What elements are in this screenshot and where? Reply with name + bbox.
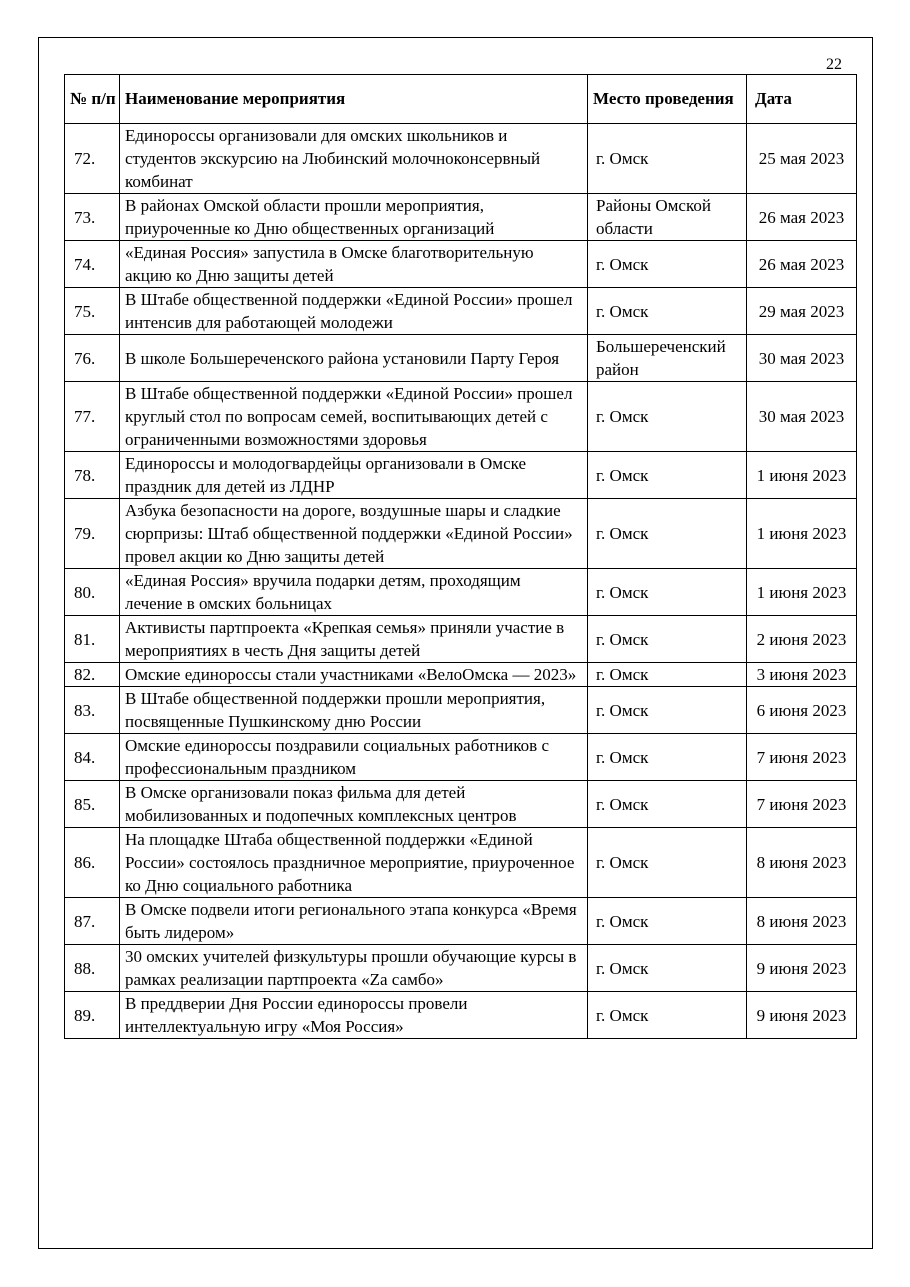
event-date: 8 июня 2023 bbox=[747, 828, 857, 898]
table-row bbox=[65, 335, 857, 382]
event-place: г. Омск bbox=[588, 992, 747, 1039]
event-date: 6 июня 2023 bbox=[747, 687, 857, 734]
event-date: 30 мая 2023 bbox=[747, 382, 857, 452]
event-name: В Омске подвели итоги регионального этапа конкурса «Время быть лидером» bbox=[120, 898, 588, 945]
event-name: Единороссы организовали для омских школьников и студентов экскурсию на Любинский молочноконсервный комбинат bbox=[120, 124, 588, 194]
event-date: 1 июня 2023 bbox=[747, 569, 857, 616]
table-row bbox=[65, 288, 857, 335]
event-date: 3 июня 2023 bbox=[747, 663, 857, 687]
table-row bbox=[65, 616, 857, 663]
table-row bbox=[65, 241, 857, 288]
event-date: 29 мая 2023 bbox=[747, 288, 857, 335]
event-place: г. Омск bbox=[588, 734, 747, 781]
row-number: 83. bbox=[65, 687, 120, 734]
row-number: 85. bbox=[65, 781, 120, 828]
event-place: г. Омск bbox=[588, 687, 747, 734]
event-date: 26 мая 2023 bbox=[747, 194, 857, 241]
header-name: Наименование мероприятия bbox=[120, 75, 588, 124]
events-table bbox=[64, 74, 857, 1039]
header-place: Место проведения bbox=[588, 75, 747, 124]
event-place: г. Омск bbox=[588, 898, 747, 945]
table-row bbox=[65, 992, 857, 1039]
event-place: г. Омск bbox=[588, 781, 747, 828]
row-number: 78. bbox=[65, 452, 120, 499]
table-row bbox=[65, 194, 857, 241]
event-place: г. Омск bbox=[588, 452, 747, 499]
event-name: Активисты партпроекта «Крепкая семья» приняли участие в мероприятиях в честь Дня защиты детей bbox=[120, 616, 588, 663]
event-place: г. Омск bbox=[588, 569, 747, 616]
event-name: 30 омских учителей физкультуры прошли обучающие курсы в рамках реализации партпроекта «Zа самбо» bbox=[120, 945, 588, 992]
event-name: В школе Большереченского района установили Парту Героя bbox=[120, 335, 588, 382]
table-row bbox=[65, 898, 857, 945]
event-place: г. Омск bbox=[588, 945, 747, 992]
row-number: 86. bbox=[65, 828, 120, 898]
header-date: Дата bbox=[747, 75, 857, 124]
event-name: В Штабе общественной поддержки «Единой России» прошел интенсив для работающей молодежи bbox=[120, 288, 588, 335]
event-name: Омские единороссы стали участниками «ВелоОмска — 2023» bbox=[120, 663, 588, 687]
event-date: 7 июня 2023 bbox=[747, 781, 857, 828]
table-row bbox=[65, 734, 857, 781]
header-num: № п/п bbox=[65, 75, 120, 124]
event-place: Большереченский район bbox=[588, 335, 747, 382]
row-number: 82. bbox=[65, 663, 120, 687]
event-date: 9 июня 2023 bbox=[747, 992, 857, 1039]
table-row bbox=[65, 499, 857, 569]
table-row bbox=[65, 663, 857, 687]
event-place: г. Омск bbox=[588, 663, 747, 687]
event-date: 25 мая 2023 bbox=[747, 124, 857, 194]
event-name: В районах Омской области прошли мероприятия, приуроченные ко Дню общественных организаций bbox=[120, 194, 588, 241]
page-number: 22 bbox=[826, 56, 842, 73]
table-row bbox=[65, 781, 857, 828]
table-row bbox=[65, 452, 857, 499]
event-name: В Штабе общественной поддержки прошли мероприятия, посвященные Пушкинскому дню России bbox=[120, 687, 588, 734]
event-name: Единороссы и молодогвардейцы организовали в Омске праздник для детей из ЛДНР bbox=[120, 452, 588, 499]
row-number: 72. bbox=[65, 124, 120, 194]
event-name: Омские единороссы поздравили социальных работников с профессиональным праздником bbox=[120, 734, 588, 781]
event-date: 7 июня 2023 bbox=[747, 734, 857, 781]
event-date: 2 июня 2023 bbox=[747, 616, 857, 663]
event-place: г. Омск bbox=[588, 828, 747, 898]
row-number: 80. bbox=[65, 569, 120, 616]
table-row bbox=[65, 124, 857, 194]
event-date: 9 июня 2023 bbox=[747, 945, 857, 992]
event-name: В Штабе общественной поддержки «Единой России» прошел круглый стол по вопросам семей, воспитывающих детей с ограниченными возможностями здоровья bbox=[120, 382, 588, 452]
event-name: На площадке Штаба общественной поддержки «Единой России» состоялось праздничное мероприятие, приуроченное ко Дню социального работника bbox=[120, 828, 588, 898]
event-date: 1 июня 2023 bbox=[747, 499, 857, 569]
row-number: 81. bbox=[65, 616, 120, 663]
table-row bbox=[65, 687, 857, 734]
row-number: 88. bbox=[65, 945, 120, 992]
event-name: «Единая Россия» запустила в Омске благотворительную акцию ко Дню защиты детей bbox=[120, 241, 588, 288]
event-date: 8 июня 2023 bbox=[747, 898, 857, 945]
table-row bbox=[65, 945, 857, 992]
event-name: «Единая Россия» вручила подарки детям, проходящим лечение в омских больницах bbox=[120, 569, 588, 616]
event-place: г. Омск bbox=[588, 288, 747, 335]
row-number: 73. bbox=[65, 194, 120, 241]
row-number: 77. bbox=[65, 382, 120, 452]
event-name: Азбука безопасности на дороге, воздушные шары и сладкие сюрпризы: Штаб общественной поддержки «Единой России» провел акции ко Дню защиты детей bbox=[120, 499, 588, 569]
row-number: 75. bbox=[65, 288, 120, 335]
row-number: 79. bbox=[65, 499, 120, 569]
table-row bbox=[65, 382, 857, 452]
row-number: 84. bbox=[65, 734, 120, 781]
event-place: г. Омск bbox=[588, 616, 747, 663]
event-date: 30 мая 2023 bbox=[747, 335, 857, 382]
event-date: 1 июня 2023 bbox=[747, 452, 857, 499]
event-place: г. Омск bbox=[588, 499, 747, 569]
row-number: 74. bbox=[65, 241, 120, 288]
table-row bbox=[65, 828, 857, 898]
row-number: 76. bbox=[65, 335, 120, 382]
event-place: г. Омск bbox=[588, 124, 747, 194]
event-name: В Омске организовали показ фильма для детей мобилизованных и подопечных комплексных центров bbox=[120, 781, 588, 828]
event-place: г. Омск bbox=[588, 382, 747, 452]
row-number: 89. bbox=[65, 992, 120, 1039]
row-number: 87. bbox=[65, 898, 120, 945]
event-name: В преддверии Дня России единороссы провели интеллектуальную игру «Моя Россия» bbox=[120, 992, 588, 1039]
table-header-row bbox=[65, 75, 857, 124]
table-row bbox=[65, 569, 857, 616]
event-place: г. Омск bbox=[588, 241, 747, 288]
event-place: Районы Омской области bbox=[588, 194, 747, 241]
event-date: 26 мая 2023 bbox=[747, 241, 857, 288]
